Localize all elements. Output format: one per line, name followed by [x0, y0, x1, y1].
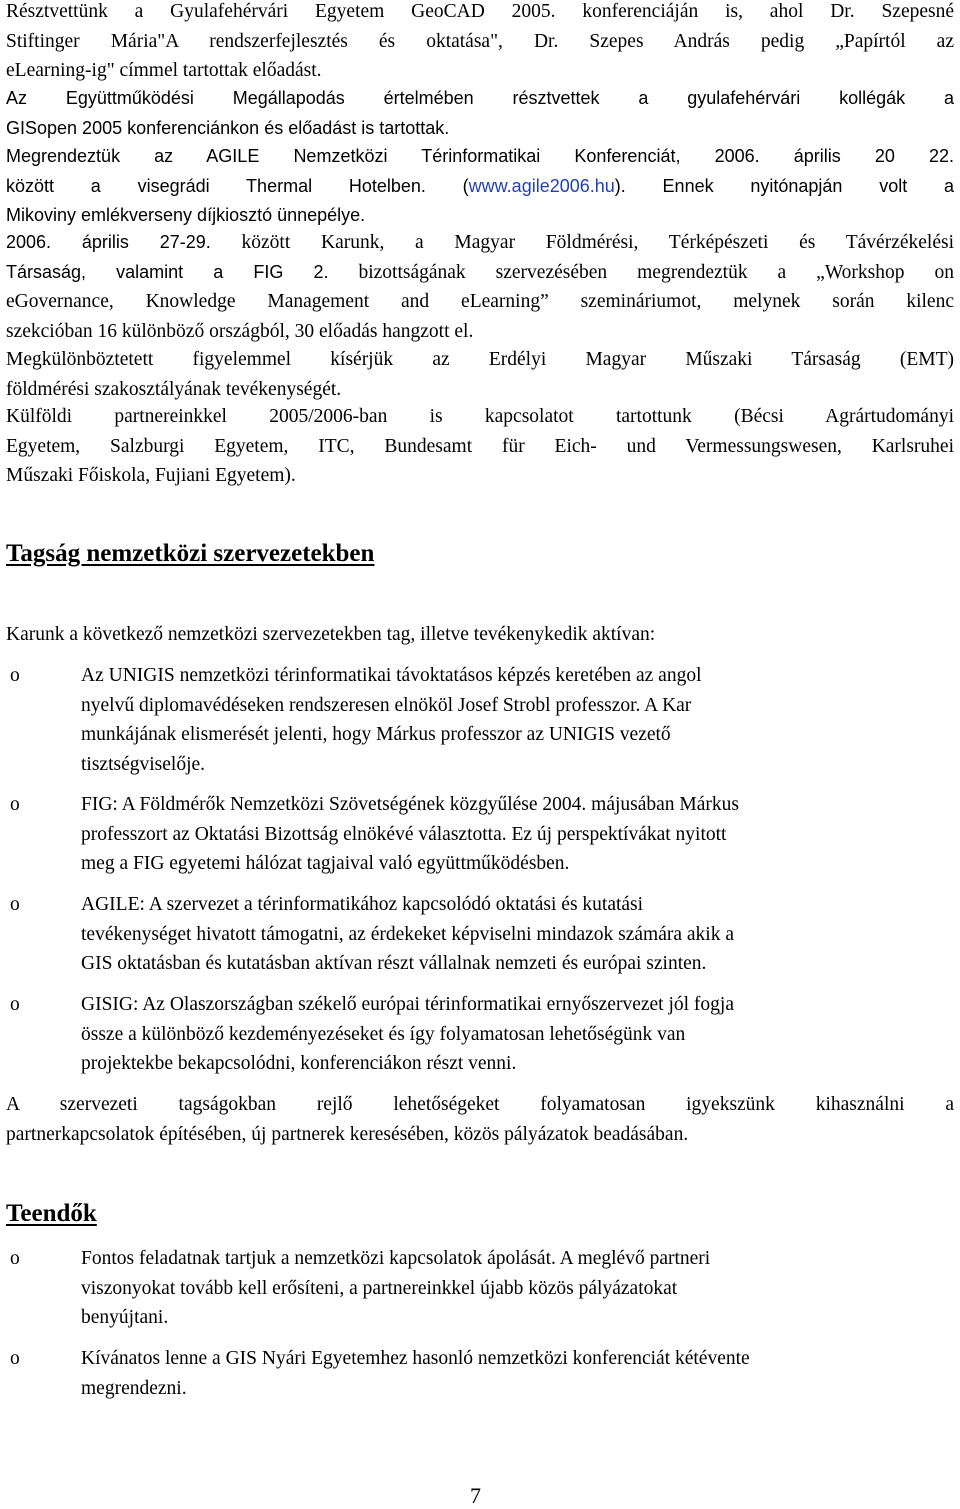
- bullet-marker: o: [10, 1248, 20, 1269]
- text-line: GIS oktatásban és kutatásban aktívan részt vállalnak nemzeti és európai szinten.: [81, 953, 707, 975]
- text-line: [6, 258, 954, 288]
- text-line: Résztvettünk a Gyulafehérvári Egyetem GeoCAD 2005. konferenciáján is, ahol Dr. Szepesné: [6, 1, 954, 22]
- text-line: [6, 228, 954, 258]
- text-line: össze a különböző kezdeményezéseket és így folyamatosan lehetőségünk van: [81, 1023, 686, 1045]
- text-line: A szervezeti tagságokban rejlő lehetőségeket folyamatosan igyekszünk kihasználni a: [6, 1094, 954, 1115]
- text-span: között a visegrádi Thermal Hotelben. (: [6, 175, 469, 196]
- text-span: Társaság, valamint a FIG 2.: [6, 261, 329, 282]
- text-line: eGovernance, Knowledge Management and eLearning” szemináriumot, melynek során kilenc: [6, 291, 954, 313]
- list-item-text: [81, 1244, 883, 1333]
- list-item-text: [81, 790, 883, 879]
- text-line: Az UNIGIS nemzetközi térinformatikai távoktatásos képzés keretében az angol: [81, 665, 702, 686]
- text-line: eLearning-ig" címmel tartottak előadást.: [6, 60, 322, 82]
- paragraph-workshop: [6, 228, 954, 347]
- paragraph-agile: [6, 142, 954, 231]
- text-line: GISopen 2005 konferenciánkon és előadást is tartottak.: [6, 117, 450, 138]
- list-item-text: [81, 1344, 883, 1403]
- bullet-marker: o: [10, 794, 20, 815]
- text-line: Egyetem, Salzburgi Egyetem, ITC, Bundesamt für Eich- und Vermessungswesen, Karlsruhei: [6, 435, 954, 457]
- section-heading-membership: Tagság nemzetközi szervezetekben: [6, 540, 375, 567]
- text-line: földmérési szakosztályának tevékenységét.: [6, 378, 342, 400]
- text-span: ). Ennek nyitónapján volt a: [614, 175, 954, 196]
- agile-link[interactable]: www.agile2006.hu: [468, 175, 615, 196]
- text-line: munkájának elismerését jelenti, hogy Márkus professzor az UNIGIS vezető: [81, 724, 671, 746]
- text-line: Műszaki Főiskola, Fujiani Egyetem).: [6, 465, 296, 487]
- text-span: 2006. április 27-29.: [6, 232, 211, 252]
- list-item-text: [81, 890, 883, 979]
- paragraph-closing: [6, 1090, 954, 1149]
- text-line: Stiftinger Mária"A rendszerfejlesztés és oktatása", Dr. Szepes András pedig „Papírtól az: [6, 30, 954, 52]
- paragraph-partners: [6, 402, 954, 491]
- text-line: Mikoviny emlékverseny díjkiosztó ünnepélye.: [6, 205, 366, 226]
- text-line: szekcióban 16 különböző országból, 30 előadás hangzott el.: [6, 321, 474, 343]
- text-line: Az Együttműködési Megállapodás értelmében résztvettek a gyulafehérvári kollégák a: [6, 88, 954, 108]
- text-line: tevékenységet hivatott támogatni, az érdekeket képviselni mindazok számára akik a: [81, 923, 734, 945]
- text-line: partnerkapcsolatok építésében, új partnerek keresésében, közös pályázatok beadásában.: [6, 1123, 689, 1145]
- text-line: Fontos feladatnak tartjuk a nemzetközi kapcsolatok ápolását. A meglévő partneri: [81, 1248, 711, 1269]
- text-line: GISIG: Az Olaszországban székelő európai térinformatikai ernyőszervezet jól fogja: [81, 994, 734, 1015]
- text-line: Kívánatos lenne a GIS Nyári Egyetemhez hasonló nemzetközi konferenciát kétévente: [81, 1348, 750, 1369]
- bullet-marker: o: [10, 1348, 20, 1369]
- text-line: viszonyokat tovább kell erősíteni, a partnereinkkel újabb közös pályázatokat: [81, 1277, 678, 1299]
- text-line: meg a FIG egyetemi hálózat tagjaival való együttműködésben.: [81, 853, 570, 875]
- list-item-text: [81, 661, 883, 780]
- text-line: AGILE: A szervezet a térinformatikához kapcsolódó oktatási és kutatási: [81, 894, 644, 915]
- section-heading-tasks: Teendők: [6, 1200, 97, 1227]
- bullet-marker: o: [10, 894, 20, 915]
- text-line: FIG: A Földmérők Nemzetközi Szövetségének közgyűlése 2004. májusában Márkus: [81, 794, 739, 815]
- bullet-marker: o: [10, 994, 20, 1015]
- paragraph-intro: [6, 620, 954, 650]
- text-line: Megrendeztük az AGILE Nemzetközi Térinformatikai Konferenciát, 2006. április 20 22.: [6, 146, 954, 166]
- text-line: megrendezni.: [81, 1377, 187, 1399]
- text-line: benyújtani.: [81, 1307, 169, 1329]
- bullet-marker: o: [10, 665, 20, 686]
- text-line: nyelvű diplomavédéseken rendszeresen elnököl Josef Strobl professzor. A Kar: [81, 694, 692, 716]
- list-item-text: [81, 990, 883, 1079]
- text-line: professzort az Oktatási Bizottság elnökévé választotta. Ez új perspektívákat nyitott: [81, 823, 727, 845]
- paragraph-gisopen: [6, 84, 954, 143]
- text-line: Külföldi partnereinkkel 2005/2006-ban is kapcsolatot tartottunk (Bécsi Agrártudományi: [6, 406, 954, 427]
- text-span: között Karunk, a Magyar Földmérési, Térképészeti és Távérzékelési: [210, 232, 954, 253]
- text-line: projektekbe bekapcsolódni, konferenciákon részt venni.: [81, 1053, 517, 1075]
- paragraph-emt: [6, 345, 954, 404]
- text-line: tisztségviselője.: [81, 754, 206, 776]
- text-line: Karunk a következő nemzetközi szervezetekben tag, illetve tevékenykedik aktívan:: [6, 624, 656, 645]
- page-number: 7: [470, 1483, 481, 1508]
- text-span: bizottságának szervezésében megrendeztük a „Workshop on: [328, 261, 954, 283]
- paragraph-geocad: [6, 0, 954, 86]
- text-line: Megkülönböztetett figyelemmel kísérjük az Erdélyi Magyar Műszaki Társaság (EMT): [6, 349, 954, 370]
- text-line: [6, 172, 954, 202]
